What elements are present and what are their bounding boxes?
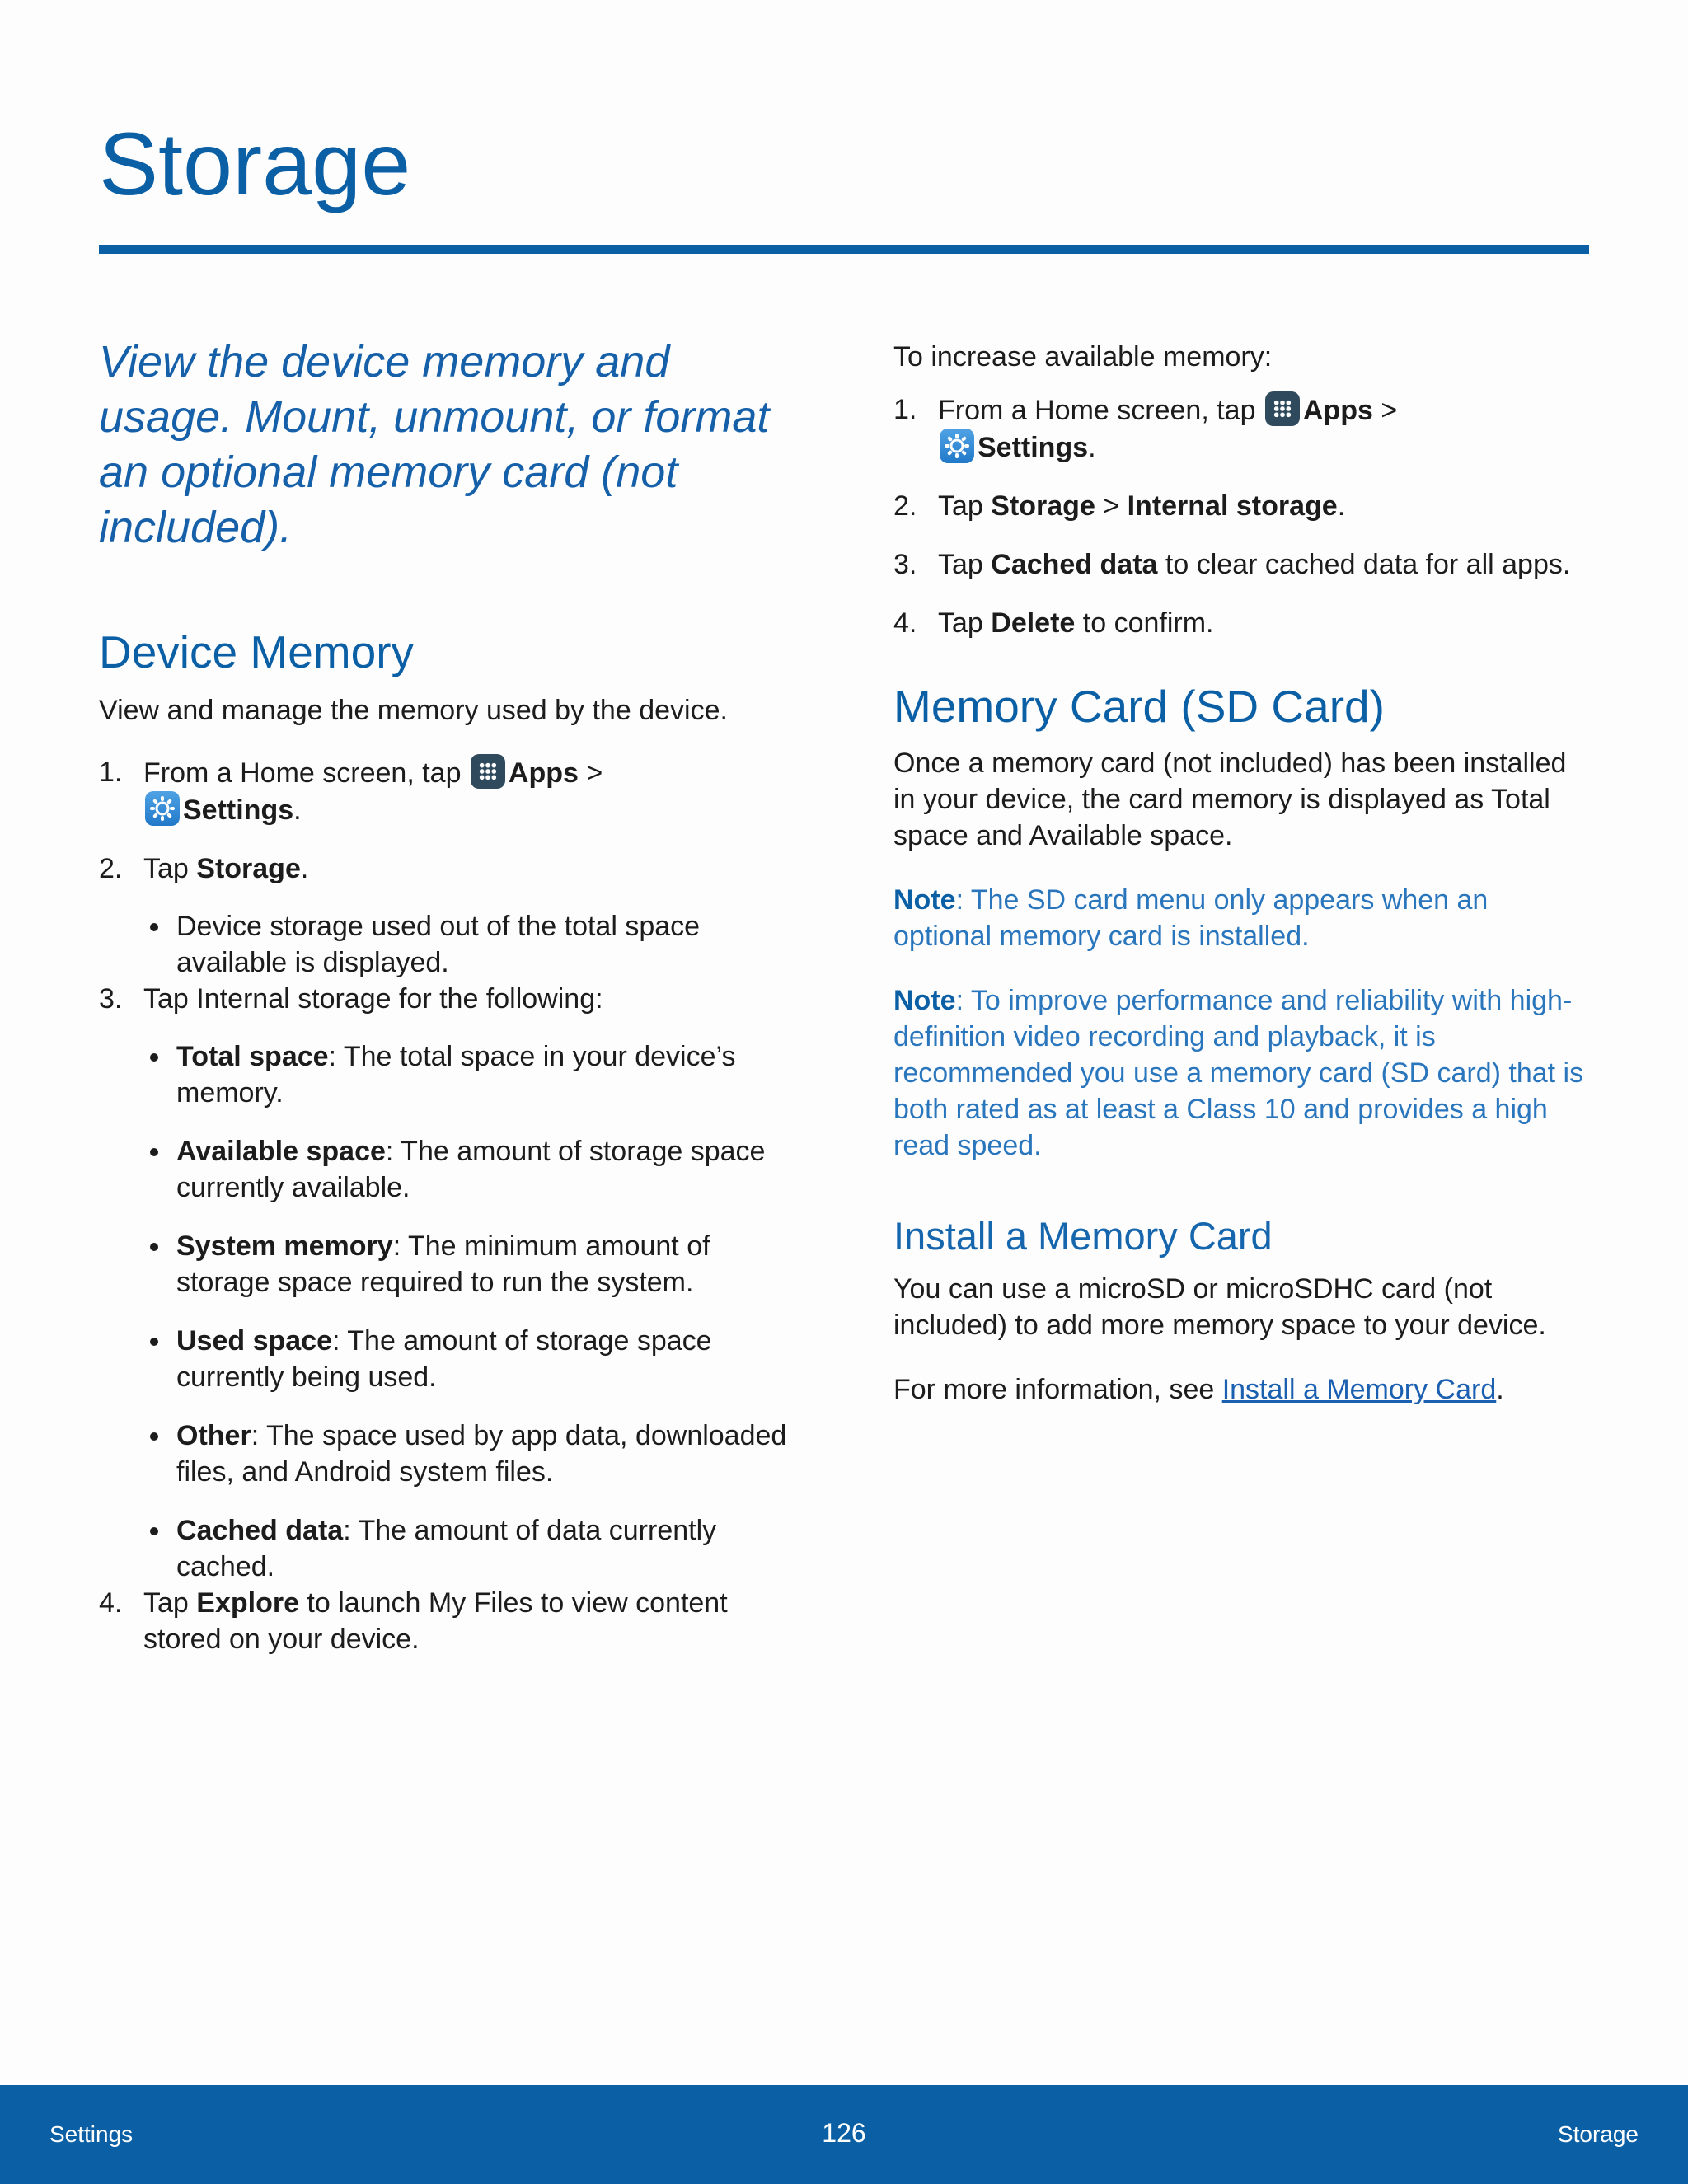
step-number: 1. [893,394,917,425]
punctuation: . [1088,432,1096,463]
definition: : The total space in your device’s memory. [176,1041,736,1108]
term: Used space [176,1325,332,1357]
step-text: to clear cached data for all apps. [1157,549,1571,580]
storage-label: Storage [991,490,1095,522]
device-memory-step-2 [99,851,791,981]
device-memory-description: View and manage the memory used by the device. [99,695,728,726]
separator: > [578,757,603,789]
apps-label: Apps [1302,395,1373,426]
apps-label: Apps [508,757,579,789]
more-info-text: For more information, see [893,1374,1222,1405]
increase-memory-lead: To increase available memory: [893,341,1273,373]
step-2-bullets [99,908,791,981]
bullet-item [143,1228,791,1301]
increase-memory-steps [893,391,1589,641]
term: Other [176,1420,251,1451]
punctuation: . [1496,1374,1504,1405]
memory-card-heading: Memory Card (SD Card) [893,681,1385,732]
note-performance [893,982,1589,1164]
apps-icon [1265,391,1300,426]
bullet-item [143,1418,791,1490]
step-text: Tap Internal storage for the following: [143,983,603,1015]
bullet-item [143,1133,791,1206]
punctuation: . [293,794,302,826]
bullet-item [143,1038,791,1111]
separator: > [1095,490,1128,522]
device-memory-heading: Device Memory [99,626,415,677]
internal-storage-label: Internal storage [1127,490,1338,522]
install-memory-card-heading: Install a Memory Card [893,1214,1273,1258]
left-column [99,330,791,1680]
note-text: : To improve performance and reliability with high-definition video recording and playback, it is recommended you use a memory card (SD card) that is both rated as at least a Class 10 and provides a high read speed. [893,985,1584,1161]
definition: : The amount of storage space currently available. [176,1136,766,1203]
settings-icon [940,429,974,463]
punctuation: . [1337,490,1346,522]
bullet-item: Device storage used out of the total space available is displayed. [143,908,791,981]
device-memory-step-4 [99,1585,791,1657]
step-number: 2. [893,490,917,522]
page-number: 126 [822,2118,866,2148]
device-memory-step-1 [99,754,791,828]
step-text: Tap [143,853,197,884]
term: System memory [176,1230,393,1262]
title-rule [99,245,1589,254]
step-text: From a Home screen, tap [143,757,469,789]
term: Available space [176,1136,386,1167]
settings-label: Settings [183,794,294,826]
step-text: to confirm. [1075,607,1214,639]
note-label: Note [893,884,956,916]
bullet-item [143,1512,791,1585]
footer-section-label: Settings [49,2121,134,2147]
step-text: Tap [143,1587,197,1619]
step-text: Tap [938,490,992,522]
step-number: 2. [99,853,123,884]
storage-label: Storage [196,853,301,884]
step-number: 3. [99,983,123,1015]
definition: : The amount of data currently cached. [176,1515,717,1582]
note-sd-menu [893,882,1589,954]
page-title: Storage [99,114,411,213]
step-text: Tap [938,549,992,580]
page-footer [0,2085,1688,2184]
settings-label: Settings [978,432,1089,463]
note-label: Note [893,985,956,1016]
increase-step-1 [893,391,1589,466]
cached-data-label: Cached data [991,549,1158,580]
note-text: : The SD card menu only appears when an optional memory card is installed. [893,884,1489,952]
device-memory-steps [99,754,791,1657]
settings-icon [145,791,180,826]
chapter-intro: View the device memory and usage. Mount, unmount, or format an optional memory card (not included). [99,337,770,552]
step-number: 4. [893,607,917,639]
device-memory-step-3 [99,981,791,1585]
step-number: 3. [893,549,917,580]
explore-label: Explore [196,1587,299,1619]
footer-chapter-label: Storage [1557,2121,1639,2147]
increase-step-4 [893,605,1589,641]
install-description: You can use a microSD or microSDHC card (not included) to add more memory space to your device. [893,1273,1546,1341]
increase-step-3 [893,546,1589,583]
step-number: 4. [99,1587,123,1619]
punctuation: . [300,853,309,884]
install-memory-card-link[interactable]: Install a Memory Card [1221,1374,1497,1405]
definition: : The amount of storage space currently being used. [176,1325,712,1393]
definition: : The minimum amount of storage space required to run the system. [176,1230,710,1298]
bullet-item [143,1323,791,1395]
more-information [893,1371,1589,1408]
term: Total space [176,1041,329,1072]
step-text: to launch My Files to view content stored on your device. [143,1587,728,1655]
step-number: 1. [99,757,123,788]
right-column [893,330,1589,1408]
term: Cached data [176,1515,344,1546]
definition: : The space used by app data, downloaded files, and Android system files. [176,1420,787,1488]
delete-label: Delete [991,607,1076,639]
memory-card-description: Once a memory card (not included) has been installed in your device, the card memory is displayed as Total space and Available space. [893,748,1567,851]
step-text: Tap [938,607,992,639]
apps-icon [471,754,505,789]
separator: > [1372,395,1398,426]
step-text: From a Home screen, tap [938,395,1264,426]
increase-step-2 [893,488,1589,524]
storage-definitions [143,1038,791,1585]
